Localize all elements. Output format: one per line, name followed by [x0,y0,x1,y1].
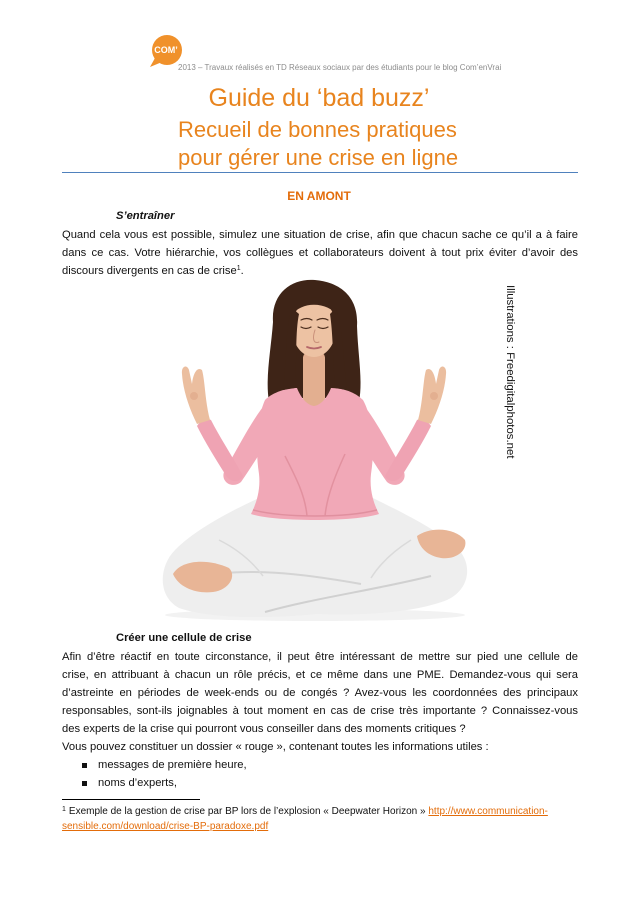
footnote-line [62,804,582,819]
document-title: Guide du ‘bad buzz’ [208,84,430,112]
training-paragraph [62,226,578,280]
footnote-text: Exemple de la gestion de crise par BP lors de l’explosion « Deepwater Horizon » [68,806,426,817]
square-bullet-icon [82,781,87,786]
paragraph-line: des experts de la crise qui pourront vous conseiller dans des moments critiques ? [62,723,466,735]
title-rule [62,172,578,173]
training-heading: S’entraîner [116,210,175,222]
paragraph-line: crise, en attribuant à chacun un rôle précis, et ce même dans une PME. Demandez-vous qui sera [62,669,578,681]
paragraph-line-text: discours divergents en cas de crise [62,265,237,277]
logo-text: COM’ [154,45,178,55]
footnote-link[interactable]: sensible.com/download/crise-BP-paradoxe.pdf [62,821,269,832]
footnote-ref: 1 [236,265,241,272]
bullet-item [80,774,247,792]
bullet-list [80,756,247,792]
footnote-number: 1 [62,806,66,813]
meditation-photo [155,278,475,623]
section-heading: EN AMONT [287,189,351,203]
document-subtitle [178,116,458,172]
header-credit: 2013 – Travaux réalisés en TD Réseaux sociaux par des étudiants pour le blog Com’enVrai [178,63,502,72]
footnote-line [62,819,582,834]
subtitle-line-2: pour gérer une crise en ligne [178,145,459,170]
photo-credit: Illustrations : Freedigitalphotos.net [504,285,516,459]
paragraph-line: d’astreinte en périodes de week-ends ou de congés ? Avez-vous les coordonnées des principaux [62,687,578,699]
paragraph-line: Afin d’être réactif en toute circonstance, il peut être intéressant de mettre sur pied une cellule de [62,651,578,663]
footnote [62,804,582,834]
bullet-text: messages de première heure, [98,759,247,771]
footnote-separator [62,799,200,800]
bullet-text: noms d’experts, [98,777,177,789]
square-bullet-icon [82,763,87,768]
bullet-item [80,756,247,774]
crisis-cell-heading: Créer une cellule de crise [116,632,252,644]
footnote-link[interactable]: http://www.communication- [428,806,548,817]
paragraph-line: dans ce cas. Votre hiérarchie, vos collègues et collaborateurs doivent à tout prix éviter d’avoir des [62,247,578,259]
subtitle-line-1: Recueil de bonnes pratiques [178,117,457,142]
paragraph-line-end: . [240,265,244,277]
crisis-cell-paragraph [62,648,578,756]
resources-intro: Vous pouvez constituer un dossier « rouge », contenant toutes les informations utiles : [62,741,489,753]
paragraph-line: responsables, sont-ils joignables à tout moment en cas de crise très importante ? Connaissez-vous [62,705,578,717]
paragraph-line: Quand cela vous est possible, simulez une situation de crise, afin que chacun sache ce qu’il a à faire [62,229,578,241]
